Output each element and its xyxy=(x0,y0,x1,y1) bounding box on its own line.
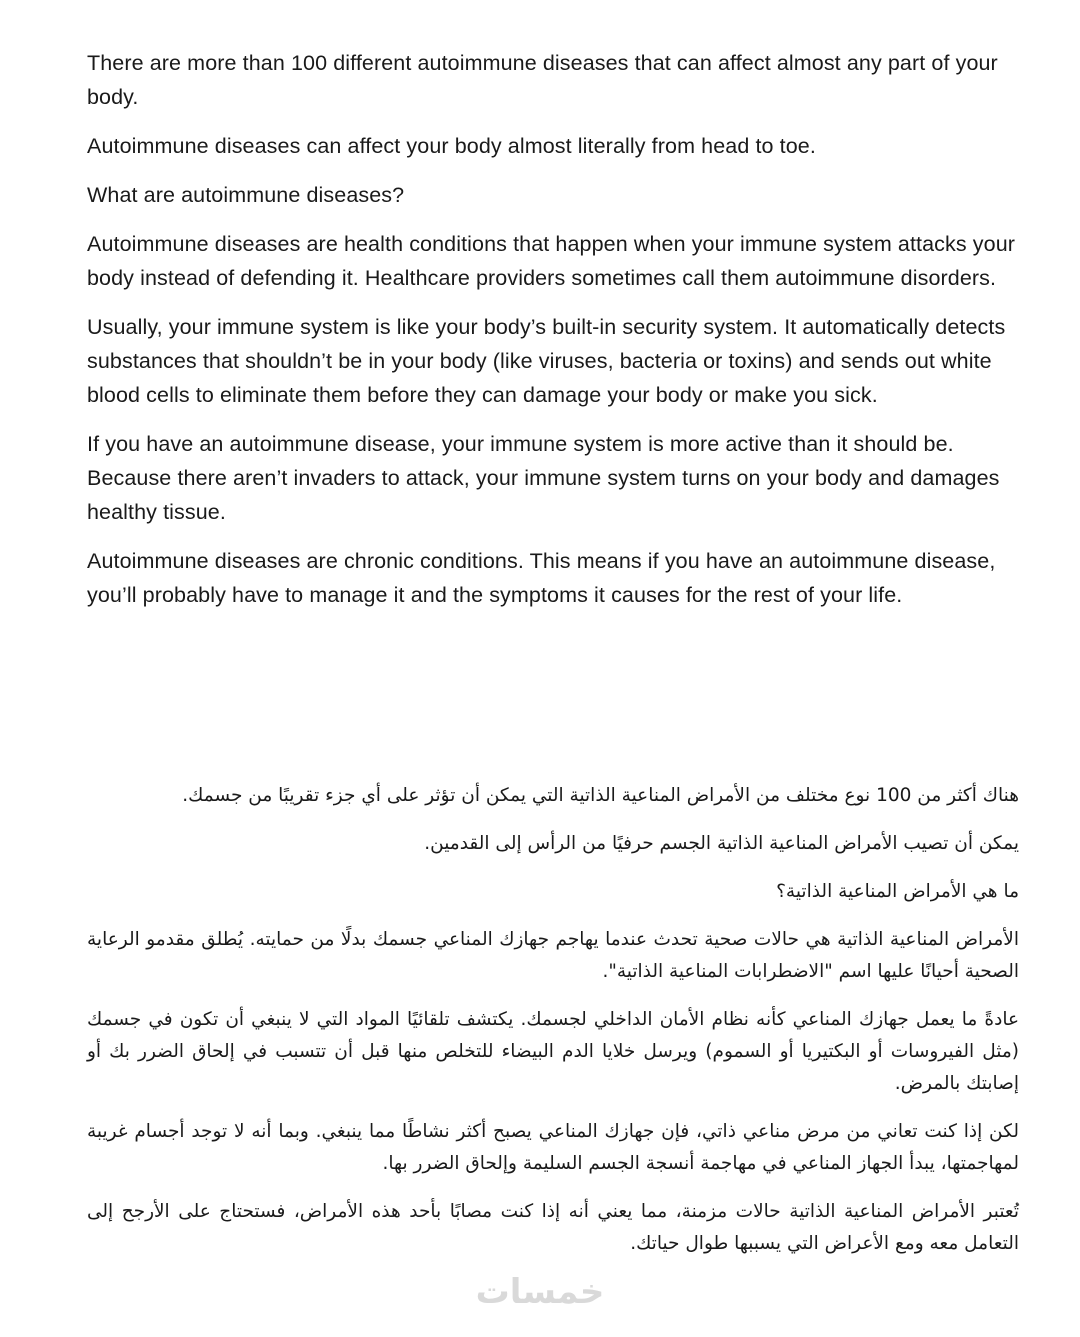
english-text-section xyxy=(87,46,1017,627)
watermark-logo: خمسات xyxy=(475,1272,605,1312)
arabic-paragraph-2: يمكن أن تصيب الأمراض المناعية الذاتية الجسم حرفيًا من الرأس إلى القدمين. xyxy=(424,833,1019,854)
arabic-heading-question: ما هي الأمراض المناعية الذاتية؟ xyxy=(776,881,1019,902)
english-paragraph-5: Usually, your immune system is like your body’s built-in security system. It automatically detects substances that shouldn’t be in your body (like viruses, bacteria or toxins) and sends out white blood cells to eliminate them before they can damage your body or make you sick. xyxy=(87,315,1006,407)
arabic-paragraph-7: تُعتبر الأمراض المناعية الذاتية حالات مزمنة، مما يعني أنه إذا كنت مصابًا بأحد هذه الأمراض، فستحتاج على الأرجح إلى التعامل معه ومع الأعراض التي يسببها طوال حياتك. xyxy=(87,1201,1019,1254)
arabic-text-section xyxy=(87,780,1019,1276)
english-paragraph-1: There are more than 100 different autoimmune diseases that can affect almost any part of your body. xyxy=(87,51,998,109)
arabic-paragraph-5: عادةً ما يعمل جهازك المناعي كأنه نظام الأمان الداخلي لجسمك. يكتشف تلقائيًا المواد التي لا ينبغي أن تكون في جسمك (مثل الفيروسات أو البكتيريا أو السموم) ويرسل خلايا الدم البيضاء للتخلص منها قبل أن تتسبب في إلحاق الضرر بك أو إصابتك بالمرض. xyxy=(87,1009,1019,1094)
arabic-paragraph-6: لكن إذا كنت تعاني من مرض مناعي ذاتي، فإن جهازك المناعي يصبح أكثر نشاطًا مما ينبغي. وبما أنه لا توجد أجسام غريبة لمهاجمتها، يبدأ الجهاز المناعي في مهاجمة أنسجة الجسم السليمة وإلحاق الضرر بها. xyxy=(87,1121,1019,1174)
english-paragraph-4: Autoimmune diseases are health conditions that happen when your immune system attacks your body instead of defending it. Healthcare providers sometimes call them autoimmune disorders. xyxy=(87,232,1016,290)
arabic-paragraph-1: هناك أكثر من 100 نوع مختلف من الأمراض المناعية الذاتية التي يمكن أن تؤثر على أي جزء تقريبًا من جسمك. xyxy=(182,785,1019,806)
english-paragraph-7: Autoimmune diseases are chronic conditions. This means if you have an autoimmune disease, you’ll probably have to manage it and the symptoms it causes for the rest of your life. xyxy=(87,549,996,607)
english-paragraph-6: If you have an autoimmune disease, your immune system is more active than it should be. Because there aren’t invaders to attack, your immune system turns on your body and damages healthy tissue. xyxy=(87,432,1000,524)
english-paragraph-2: Autoimmune diseases can affect your body almost literally from head to toe. xyxy=(87,134,816,158)
arabic-paragraph-4: الأمراض المناعية الذاتية هي حالات صحية تحدث عندما يهاجم جهازك المناعي جسمك بدلًا من حمايته. يُطلق مقدمو الرعاية الصحية أحيانًا عليها اسم "الاضطرابات المناعية الذاتية". xyxy=(87,929,1019,982)
english-heading-question: What are autoimmune diseases? xyxy=(87,183,405,207)
